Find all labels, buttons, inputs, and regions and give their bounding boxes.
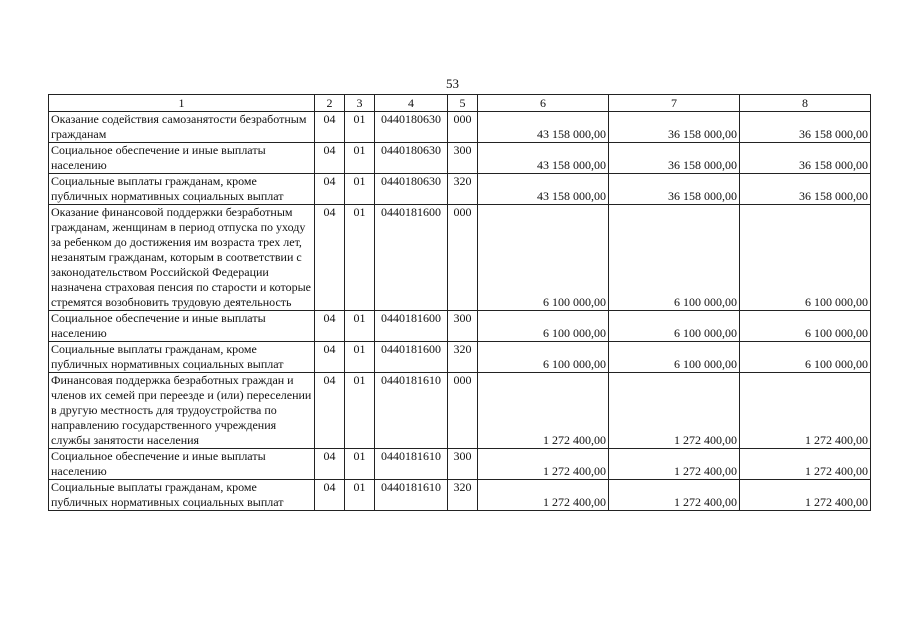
amount-col-7: 6 100 000,00 xyxy=(609,311,740,342)
amount-col-6: 1 272 400,00 xyxy=(478,449,609,480)
subsection-code: 01 xyxy=(345,112,375,143)
section-code: 04 xyxy=(315,205,345,311)
amount-col-8: 36 158 000,00 xyxy=(740,112,871,143)
section-code: 04 xyxy=(315,311,345,342)
table-row xyxy=(49,143,871,174)
expense-name: Социальное обеспечение и иные выплаты населению xyxy=(49,143,315,174)
section-code: 04 xyxy=(315,373,345,449)
column-header: 1 xyxy=(49,95,315,112)
expense-name: Оказание финансовой поддержки безработным гражданам, женщинам в период отпуска по уходу за ребенком до достижения им возраста трех лет, незанятым гражданам, которым в соответствии с законодательством Российской Федерации назначена страховая пенсия по старости и которые стремятся возобновить трудовую деятельность xyxy=(49,205,315,311)
subsection-code: 01 xyxy=(345,373,375,449)
column-header: 5 xyxy=(448,95,478,112)
table-row xyxy=(49,449,871,480)
subsection-code: 01 xyxy=(345,449,375,480)
expense-type-code: 300 xyxy=(448,143,478,174)
amount-col-6: 6 100 000,00 xyxy=(478,205,609,311)
subsection-code: 01 xyxy=(345,480,375,511)
expense-name: Социальные выплаты гражданам, кроме публичных нормативных социальных выплат xyxy=(49,480,315,511)
table-row xyxy=(49,342,871,373)
table-header-row xyxy=(49,95,871,112)
amount-col-8: 36 158 000,00 xyxy=(740,174,871,205)
expense-type-code: 300 xyxy=(448,449,478,480)
amount-col-8: 1 272 400,00 xyxy=(740,373,871,449)
amount-col-7: 36 158 000,00 xyxy=(609,174,740,205)
amount-col-8: 6 100 000,00 xyxy=(740,205,871,311)
expense-type-code: 000 xyxy=(448,112,478,143)
amount-col-6: 1 272 400,00 xyxy=(478,480,609,511)
table-row xyxy=(49,174,871,205)
target-article-code: 0440181600 xyxy=(375,311,448,342)
amount-col-8: 6 100 000,00 xyxy=(740,342,871,373)
amount-col-8: 1 272 400,00 xyxy=(740,449,871,480)
expense-type-code: 320 xyxy=(448,174,478,205)
amount-col-7: 1 272 400,00 xyxy=(609,449,740,480)
table-row xyxy=(49,205,871,311)
column-header: 4 xyxy=(375,95,448,112)
table-row xyxy=(49,373,871,449)
amount-col-7: 6 100 000,00 xyxy=(609,342,740,373)
amount-col-7: 1 272 400,00 xyxy=(609,373,740,449)
amount-col-6: 43 158 000,00 xyxy=(478,174,609,205)
subsection-code: 01 xyxy=(345,311,375,342)
section-code: 04 xyxy=(315,480,345,511)
subsection-code: 01 xyxy=(345,174,375,205)
amount-col-7: 6 100 000,00 xyxy=(609,205,740,311)
expense-type-code: 000 xyxy=(448,205,478,311)
expense-name: Социальное обеспечение и иные выплаты населению xyxy=(49,311,315,342)
expense-type-code: 320 xyxy=(448,480,478,511)
amount-col-7: 36 158 000,00 xyxy=(609,112,740,143)
column-header: 6 xyxy=(478,95,609,112)
target-article-code: 0440180630 xyxy=(375,174,448,205)
expense-type-code: 300 xyxy=(448,311,478,342)
column-header: 2 xyxy=(315,95,345,112)
target-article-code: 0440181610 xyxy=(375,480,448,511)
column-header: 8 xyxy=(740,95,871,112)
expense-name: Оказание содействия самозанятости безработным гражданам xyxy=(49,112,315,143)
section-code: 04 xyxy=(315,174,345,205)
amount-col-6: 6 100 000,00 xyxy=(478,311,609,342)
target-article-code: 0440180630 xyxy=(375,112,448,143)
amount-col-6: 43 158 000,00 xyxy=(478,112,609,143)
column-header: 3 xyxy=(345,95,375,112)
expense-name: Финансовая поддержка безработных граждан и членов их семей при переезде и (или) переселении в другую местность для трудоустройства по направлению государственного учреждения службы занятости населения xyxy=(49,373,315,449)
table-row xyxy=(49,480,871,511)
section-code: 04 xyxy=(315,143,345,174)
target-article-code: 0440181610 xyxy=(375,449,448,480)
target-article-code: 0440181600 xyxy=(375,205,448,311)
section-code: 04 xyxy=(315,112,345,143)
amount-col-8: 36 158 000,00 xyxy=(740,143,871,174)
target-article-code: 0440181610 xyxy=(375,373,448,449)
expense-type-code: 320 xyxy=(448,342,478,373)
amount-col-6: 6 100 000,00 xyxy=(478,342,609,373)
amount-col-7: 1 272 400,00 xyxy=(609,480,740,511)
target-article-code: 0440180630 xyxy=(375,143,448,174)
expense-name: Социальное обеспечение и иные выплаты населению xyxy=(49,449,315,480)
amount-col-8: 6 100 000,00 xyxy=(740,311,871,342)
subsection-code: 01 xyxy=(345,342,375,373)
expense-name: Социальные выплаты гражданам, кроме публичных нормативных социальных выплат xyxy=(49,342,315,373)
expense-name: Социальные выплаты гражданам, кроме публичных нормативных социальных выплат xyxy=(49,174,315,205)
amount-col-6: 43 158 000,00 xyxy=(478,143,609,174)
section-code: 04 xyxy=(315,342,345,373)
table-row xyxy=(49,112,871,143)
amount-col-8: 1 272 400,00 xyxy=(740,480,871,511)
budget-table xyxy=(48,94,871,511)
page-number: 53 xyxy=(446,76,459,91)
section-code: 04 xyxy=(315,449,345,480)
target-article-code: 0440181600 xyxy=(375,342,448,373)
expense-type-code: 000 xyxy=(448,373,478,449)
amount-col-6: 1 272 400,00 xyxy=(478,373,609,449)
amount-col-7: 36 158 000,00 xyxy=(609,143,740,174)
subsection-code: 01 xyxy=(345,205,375,311)
column-header: 7 xyxy=(609,95,740,112)
table-row xyxy=(49,311,871,342)
subsection-code: 01 xyxy=(345,143,375,174)
